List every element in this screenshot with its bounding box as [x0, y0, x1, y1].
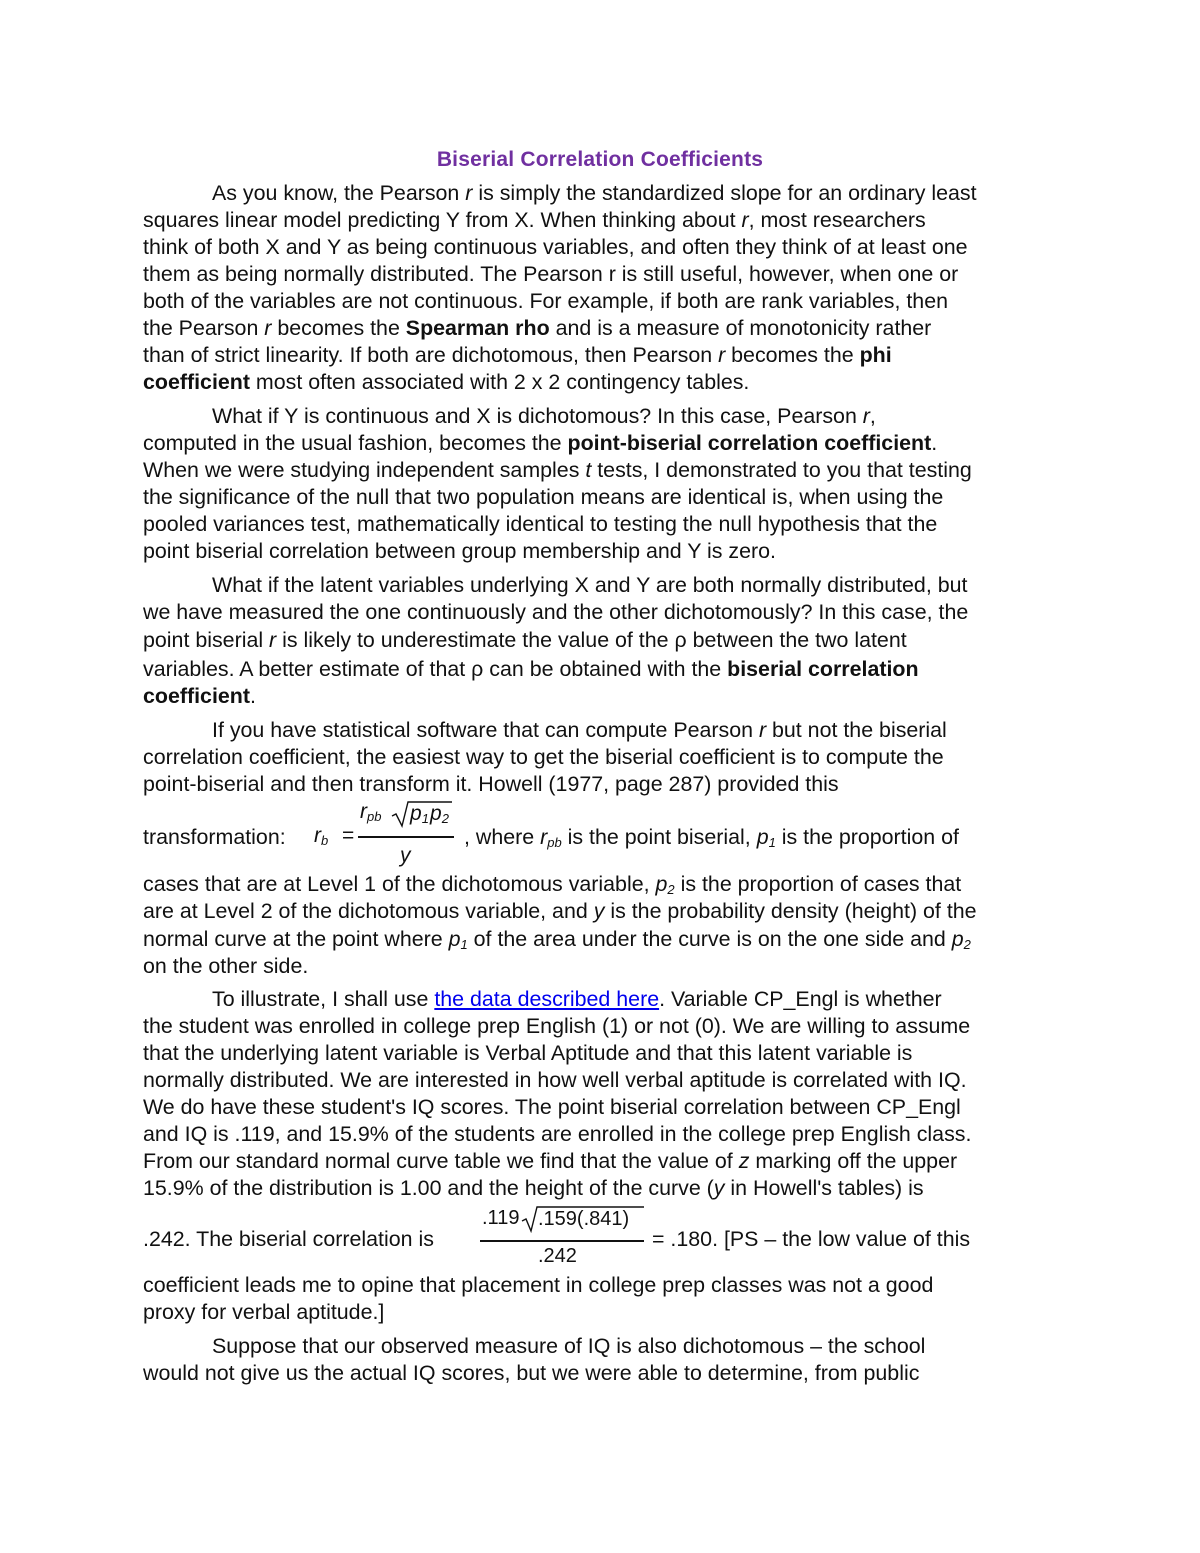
text-line: coefficient. — [143, 684, 256, 708]
howell-formula — [312, 796, 462, 871]
text-line: variables. A better estimate of that ρ can be obtained with the biserial correlation — [143, 657, 919, 681]
text-line: What if Y is continuous and X is dichotomous? In this case, Pearson r, — [212, 404, 876, 428]
text-line: coefficient most often associated with 2 x 2 contingency tables. — [143, 370, 750, 394]
text-line: the Pearson r becomes the Spearman rho and is a measure of monotonicity rather — [143, 316, 932, 340]
formula-numerator-r: $r_{pb}$ — [360, 800, 382, 824]
text-line: point biserial r is likely to underestimate the value of the ρ between the two latent — [143, 628, 907, 652]
text-line: are at Level 2 of the dichotomous variable, and y is the probability density (height) of the — [143, 899, 977, 923]
biserial-calculation — [478, 1205, 648, 1273]
text-line: normal curve at the point where $p_1$ of the area under the curve is on the one side and $p_2$ — [143, 927, 971, 952]
text-line: than of strict linearity. If both are dichotomous, then Pearson r becomes the phi — [143, 343, 892, 367]
term-point-biserial: point-biserial correlation coefficient — [567, 431, 932, 455]
formula-p2: $p_2$ — [430, 802, 449, 826]
data-described-link[interactable]: the data described here — [434, 987, 660, 1011]
text-line: 15.9% of the distribution is 1.00 and the height of the curve (y in Howell's tables) is — [143, 1176, 924, 1200]
text-line: point biserial correlation between group membership and Y is zero. — [143, 539, 776, 563]
formula-lhs: $r_b$ — [314, 824, 329, 848]
text-line: cases that are at Level 1 of the dichotomous variable, $p_2$ is the proportion of cases that — [143, 872, 962, 897]
text-line: squares linear model predicting Y from X. When thinking about r, most researchers — [143, 208, 926, 232]
term-spearman-rho: Spearman rho — [405, 316, 550, 340]
term-coefficient: coefficient — [143, 370, 250, 394]
text-line: transformation: — [143, 825, 286, 849]
formula2-numerator-a: .119 — [482, 1207, 520, 1229]
text-line: Suppose that our observed measure of IQ is also dichotomous – the school — [212, 1334, 926, 1358]
text-line: correlation coefficient, the easiest way to get the biserial coefficient is to compute the — [143, 745, 944, 769]
text-line: When we were studying independent samples t tests, I demonstrated to you that testing — [143, 458, 972, 482]
text-line: proxy for verbal aptitude.] — [143, 1300, 385, 1324]
text-line: think of both X and Y as being continuous variables, and often they think of at least one — [143, 235, 968, 259]
text-line: , where $r_{pb}$ is the point biserial, $p_1$ is the proportion of — [464, 825, 959, 850]
text-line: From our standard normal curve table we find that the value of z marking off the upper — [143, 1149, 958, 1173]
text-line: we have measured the one continuously and the other dichotomously? In this case, the — [143, 600, 969, 624]
text-line: = .180. [PS – the low value of this — [652, 1227, 971, 1251]
text-line: normally distributed. We are interested in how well verbal aptitude is correlated with IQ. — [143, 1068, 967, 1092]
formula2-denominator: .242 — [538, 1245, 577, 1267]
text-line: What if the latent variables underlying X and Y are both normally distributed, but — [212, 573, 968, 597]
text-line: point-biserial and then transform it. Howell (1977, page 287) provided this — [143, 772, 839, 796]
text-line: would not give us the actual IQ scores, but we were able to determine, from public — [143, 1361, 920, 1385]
formula-p1: $p_1$ — [410, 802, 429, 826]
fraction-bar — [358, 836, 454, 838]
text-line: them as being normally distributed. The Pearson r is still useful, however, when one or — [143, 262, 959, 286]
term-phi: phi — [859, 343, 892, 367]
text-line: on the other side. — [143, 954, 309, 978]
text-line: the significance of the null that two population means are identical is, when using the — [143, 485, 944, 509]
text-line: We do have these student's IQ scores. The point biserial correlation between CP_Engl — [143, 1095, 961, 1119]
formula-denominator: y — [400, 844, 411, 867]
text-line: that the underlying latent variable is Verbal Aptitude and that this latent variable is — [143, 1041, 913, 1065]
text-line: computed in the usual fashion, becomes the point-biserial correlation coefficient. — [143, 431, 938, 455]
text-line: coefficient leads me to opine that placement in college prep classes was not a good — [143, 1273, 934, 1297]
fraction-bar — [480, 1240, 644, 1242]
formula2-numerator-b: .159(.841) — [538, 1208, 630, 1230]
text-line: the student was enrolled in college prep English (1) or not (0). We are willing to assume — [143, 1014, 971, 1038]
text-line: To illustrate, I shall use the data described here. Variable CP_Engl is whether — [212, 987, 942, 1011]
text-line: pooled variances test, mathematically identical to testing the null hypothesis that the — [143, 512, 938, 536]
text-line: As you know, the Pearson r is simply the standardized slope for an ordinary least — [212, 181, 977, 205]
page-title: Biserial Correlation Coefficients — [436, 148, 764, 171]
text-line: and IQ is .119, and 15.9% of the students are enrolled in the college prep English class. — [143, 1122, 972, 1146]
formula-equals: = — [342, 824, 355, 847]
term-biserial-correlation: biserial correlation — [727, 657, 919, 681]
text-line: If you have statistical software that can compute Pearson r but not the biserial — [212, 718, 947, 742]
text-line: both of the variables are not continuous. For example, if both are rank variables, then — [143, 289, 948, 313]
text-line: .242. The biserial correlation is — [143, 1227, 434, 1251]
